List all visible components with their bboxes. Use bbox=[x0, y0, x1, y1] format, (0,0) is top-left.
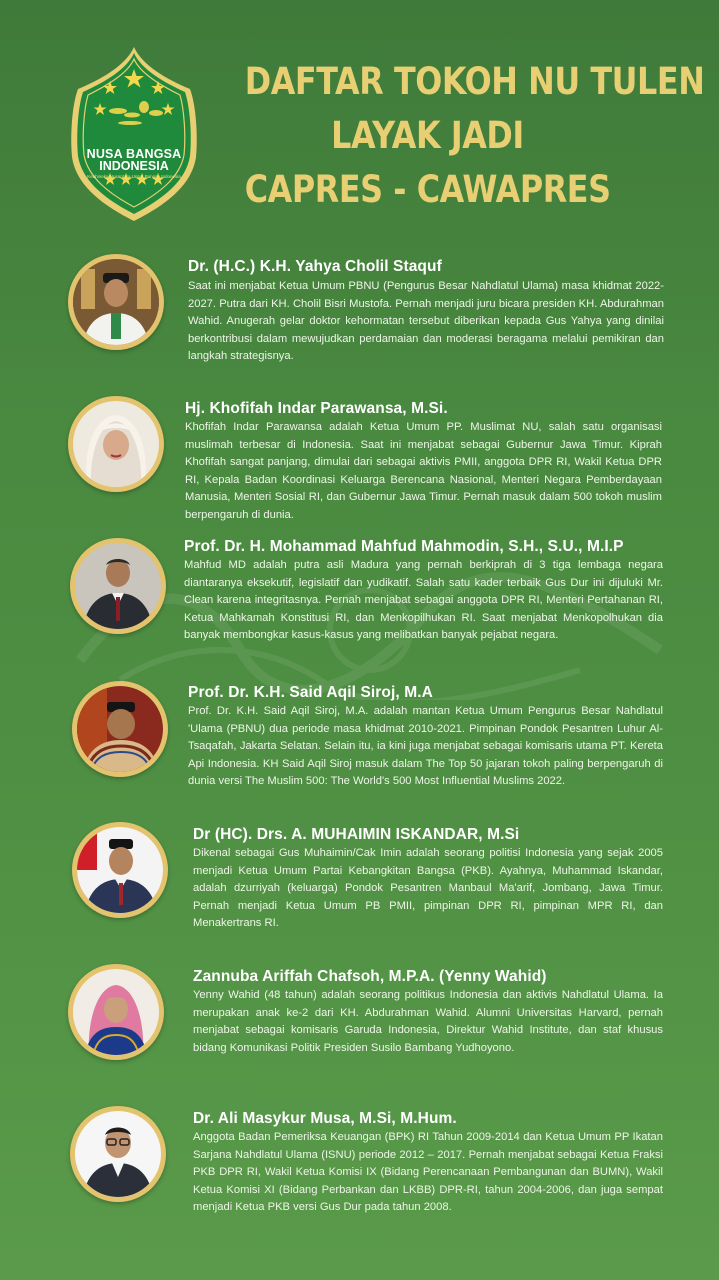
person-name: Prof. Dr. H. Mohammad Mahfud Mahmodin, S.H., S.U., M.I.P bbox=[184, 538, 624, 555]
person-name: Dr. (H.C.) K.H. Yahya Cholil Staquf bbox=[188, 258, 442, 275]
title-line-2: LAYAK JADI bbox=[331, 114, 524, 157]
person-photo bbox=[72, 681, 168, 777]
nusa-bangsa-logo bbox=[70, 45, 198, 223]
person-name: Prof. Dr. K.H. Said Aqil Siroj, M.A bbox=[188, 684, 433, 701]
person-photo bbox=[72, 822, 168, 918]
person-description: Saat ini menjabat Ketua Umum PBNU (Pengurus Besar Nahdlatul Ulama) masa khidmat 2022-2027. Putra dari KH. Cholil Bisri Mustofa. Pernah menjadi juru bicara presiden KH. Abdurahman Wahid. Anugerah gelar doktor kehormatan tersebut diberikan kepada Gus Yahya yang dinilai berkontribusi dalam mewujudkan perdamaian dan moderasi beragama melalui pemikiran dan langkah strategisnya. bbox=[188, 280, 664, 363]
person-photo bbox=[68, 964, 164, 1060]
page-title bbox=[244, 55, 705, 217]
person-description: Khofifah Indar Parawansa adalah Ketua Umum PP. Muslimat NU, salah satu organisasi muslimah terbesar di Indonesia. Saat ini menjabat sebagai Gubernur Jawa Timur. Kiprah Khofifah sangat panjang, dimulai dari sebagai aktivis PMII, anggota DPR RI, Wakil Ketua DPR RI, Kepala Badan Koordinasi Keluarga Berencana Nasional, Menteri Negara Pemberdayaan Manusia, Menteri Sosial RI, dan Gubernur Jawa Timur. Pernah masuk dalam 500 tokoh muslim berpengaruh di dunia. bbox=[185, 421, 662, 521]
person-photo bbox=[70, 538, 166, 634]
person-name: Dr (HC). Drs. A. MUHAIMIN ISKANDAR, M.Si bbox=[193, 826, 520, 843]
person-description: Anggota Badan Pemeriksa Keuangan (BPK) RI Tahun 2009-2014 dan Ketua Umum PP Ikatan Sarjana Nahdlatul Ulama (ISNU) periode 2012 – 2017. Pernah menjabat sebagai Ketua Fraksi PKB DPR RI, Wakil Ketua Komisi IX (Bidang Perencanaan Pembangunan dan BUMN), Wakil Ketua Komisi XI (Bidang Perbankan dan LKBB) DPR-RI, tahun 2004-2006, dan juga sempat menjadi Ketua PKB versi Gus Dur pada tahun 2008. bbox=[193, 1131, 663, 1214]
logo-tagline: Kebhineka Nusantara Untuk Bangsa Indonesia bbox=[87, 174, 181, 179]
person-photo bbox=[70, 1106, 166, 1202]
person-name: Hj. Khofifah Indar Parawansa, M.Si. bbox=[185, 400, 448, 417]
title-line-1: DAFTAR TOKOH NU TULEN bbox=[244, 60, 705, 103]
person-photo bbox=[68, 254, 164, 350]
person-description: Prof. Dr. K.H. Said Aqil Siroj, M.A. adalah mantan Ketua Umum Pengurus Besar Nahdlatul 'Ulama (PBNU) dua periode masa khidmat 2010-2021. Pimpinan Pondok Pesantren Luhur Al-Tsaqafah, Jakarta Selatan. Selain itu, ia kini juga menjabat sebagai komisaris utama PT. Kereta Api Indonesia. KH Said Aqil Siroj masuk dalam The Top 50 jajaran tokoh paling berpengaruh di dunia versi The Muslim 500: The World's 500 Most Influential Muslims 2022. bbox=[188, 705, 663, 788]
person-description: Dikenal sebagai Gus Muhaimin/Cak Imin adalah seorang politisi Indonesia yang sejak 2005 menjadi Ketua Umum Partai Kebangkitan Bangsa (PKB). Ayahnya, Muhammad Iskandar, adalah dzurriyah (keluarga) Pondok Pesantren Manbaul Ma'arif, Jombang, Jawa Timur. Pernah menjadi Ketua Umum PB PMII, pimpinan DPR RI, pimpinan MPR RI, dan Menakertrans RI. bbox=[193, 847, 663, 930]
person-name: Dr. Ali Masykur Musa, M.Si, M.Hum. bbox=[193, 1110, 457, 1127]
person-photo bbox=[68, 396, 164, 492]
person-name: Zannuba Ariffah Chafsoh, M.P.A. (Yenny Wahid) bbox=[193, 968, 547, 985]
logo-title-line2: INDONESIA bbox=[99, 159, 169, 173]
logo-title-line1: NUSA BANGSA bbox=[86, 147, 182, 161]
person-description: Mahfud MD adalah putra asli Madura yang pernah berkiprah di 3 tiga lembaga negara diantaranya eksekutif, legislatif dan yudikatif. Salah satu kader terbaik Gus Dur ini dijuluki Mr. Clean karena integritasnya. Pernah menjabat sebagai anggota DPR RI, Menteri Pertahanan RI, Ketua Mahkamah Konstitusi RI, dan Menkopilhukan RI. Saat menjabat Menkopolhukan dia banyak membongkar kasus-kasus yang melibatkan banyak pejabat negara. bbox=[184, 559, 663, 642]
person-description: Yenny Wahid (48 tahun) adalah seorang politikus Indonesia dan aktivis Nahdlatul Ulama. Ia merupakan anak ke-2 dari KH. Abdurahman Wahid. Alumni Universitas Harvard, pernah menjabat sebagai komisaris Garuda Indonesia, Direktur Wahid Institute, dan staf khusus bidang Komunikasi Politik Presiden Susilo Bambang Yudhoyono. bbox=[193, 989, 663, 1054]
title-line-3: CAPRES - CAWAPRES bbox=[244, 168, 611, 211]
